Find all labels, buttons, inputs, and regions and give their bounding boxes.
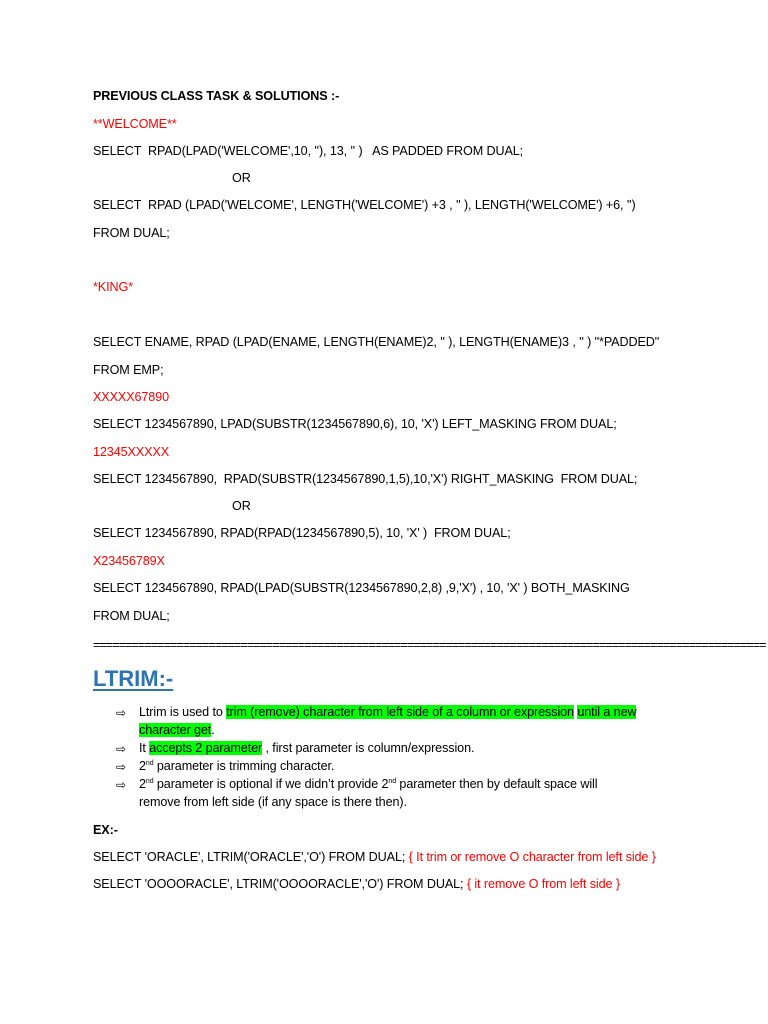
bullet-2-text-a: It bbox=[139, 741, 150, 755]
right-mask-query-1: SELECT 1234567890, RPAD(SUBSTR(1234567890,1,5),10,'X') RIGHT_MASKING FROM DUAL; bbox=[93, 472, 638, 486]
ltrim-bullet-3 bbox=[139, 758, 679, 776]
section-title: PREVIOUS CLASS TASK & SOLUTIONS :- bbox=[93, 89, 340, 103]
left-mask-query: SELECT 1234567890, LPAD(SUBSTR(1234567890,6), 10, 'X') LEFT_MASKING FROM DUAL; bbox=[93, 417, 617, 431]
right-mask-or: OR bbox=[232, 499, 251, 513]
welcome-label: **WELCOME** bbox=[93, 117, 177, 131]
welcome-or: OR bbox=[232, 171, 251, 185]
bullet-1-highlight-b: until a new character get bbox=[139, 705, 637, 737]
example-2-comment: { it remove O from left side } bbox=[466, 877, 620, 891]
ltrim-bullet-1 bbox=[139, 704, 679, 739]
separator-line: ========================================================================================================= bbox=[93, 638, 766, 652]
bullet-4-number: 2 bbox=[139, 777, 146, 791]
arrow-right-icon: ⇨ bbox=[116, 742, 127, 756]
ltrim-bullet-2 bbox=[139, 740, 679, 758]
right-mask-label: 12345XXXXX bbox=[93, 445, 170, 459]
bullet-1-text-c: . bbox=[211, 722, 215, 737]
left-mask-label: XXXXX67890 bbox=[93, 390, 170, 404]
both-mask-query-line-1: SELECT 1234567890, RPAD(LPAD(SUBSTR(1234567890,2,8) ,9,'X') , 10, 'X' ) BOTH_MASKING bbox=[93, 581, 630, 595]
bullet-3-text: parameter is trimming character. bbox=[153, 759, 335, 773]
example-1-query: SELECT 'ORACLE', LTRIM('ORACLE','O') FROM DUAL; bbox=[93, 850, 409, 864]
welcome-query-2-line-1: SELECT RPAD (LPAD('WELCOME', LENGTH('WELCOME') +3 , '' ), LENGTH('WELCOME') +6, '') bbox=[93, 198, 636, 212]
arrow-right-icon: ⇨ bbox=[116, 706, 127, 720]
bullet-4-text-a: parameter is optional if we didn’t provide 2 bbox=[153, 777, 389, 791]
bullet-3-number: 2 bbox=[139, 759, 146, 773]
king-label: *KING* bbox=[93, 280, 133, 294]
bullet-4-text-b: parameter then by default space will remove from left side (if any space is there then). bbox=[139, 777, 598, 809]
both-mask-query-line-2: FROM DUAL; bbox=[93, 609, 170, 623]
bullet-1-text-a: Ltrim is used to bbox=[139, 705, 227, 719]
bullet-2-text-b: , first parameter is column/expression. bbox=[262, 741, 475, 755]
right-mask-query-2: SELECT 1234567890, RPAD(RPAD(1234567890,5), 10, 'X' ) FROM DUAL; bbox=[93, 526, 511, 540]
welcome-query-1: SELECT RPAD(LPAD('WELCOME',10, ''), 13, '' ) AS PADDED FROM DUAL; bbox=[93, 144, 524, 158]
example-2 bbox=[93, 876, 620, 892]
example-1-comment: { It trim or remove O character from left side } bbox=[408, 850, 656, 864]
ltrim-heading: LTRIM:- bbox=[93, 666, 174, 691]
welcome-query-2-line-2: FROM DUAL; bbox=[93, 226, 170, 240]
bullet-4-sup-2: nd bbox=[388, 777, 397, 785]
both-mask-label: X23456789X bbox=[93, 554, 165, 568]
arrow-right-icon: ⇨ bbox=[116, 760, 127, 774]
bullet-2-highlight: accepts 2 parameter bbox=[149, 741, 263, 755]
bullet-1-highlight-a: trim (remove) character from left side of a column or expression bbox=[226, 705, 574, 719]
arrow-right-icon: ⇨ bbox=[116, 778, 127, 792]
bullet-4-sup: nd bbox=[145, 777, 154, 785]
example-1 bbox=[93, 849, 656, 865]
example-label: EX:- bbox=[93, 823, 118, 837]
example-2-query: SELECT 'OOOORACLE', LTRIM('OOOORACLE','O') FROM DUAL; bbox=[93, 877, 467, 891]
bullet-3-sup: nd bbox=[145, 759, 154, 767]
king-query-line-2: FROM EMP; bbox=[93, 363, 164, 377]
ltrim-bullet-4 bbox=[139, 776, 639, 811]
king-query-line-1: SELECT ENAME, RPAD (LPAD(ENAME, LENGTH(ENAME)2, '' ), LENGTH(ENAME)3 , '' ) "*PADDED" bbox=[93, 335, 660, 349]
